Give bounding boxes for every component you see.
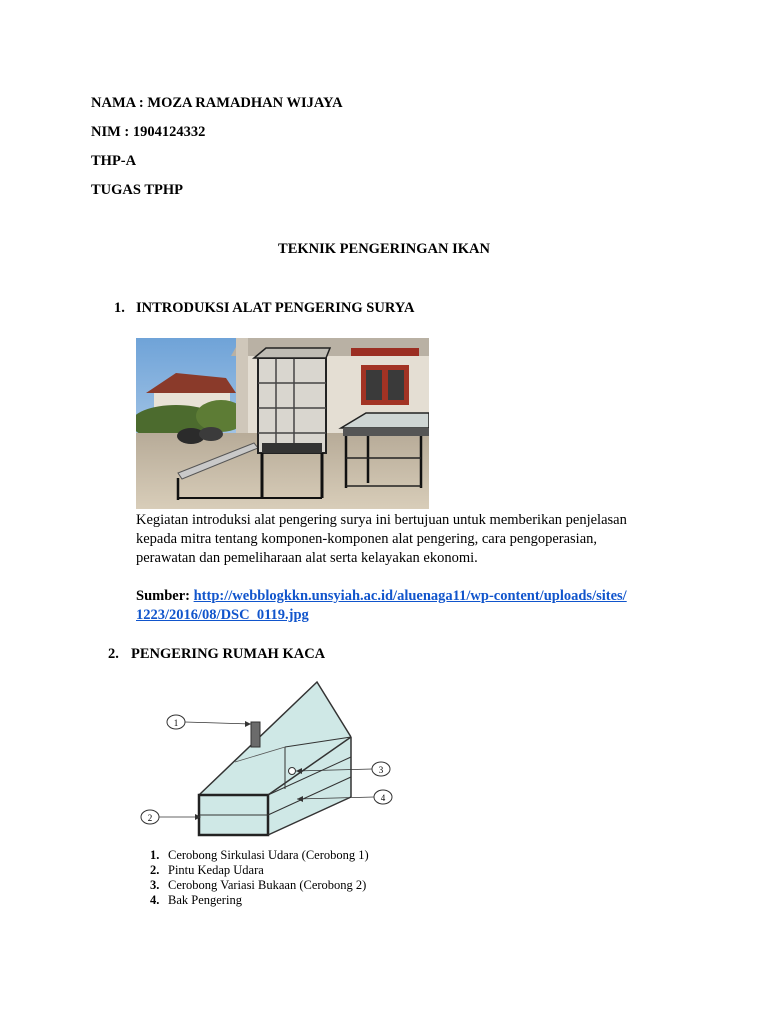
solar-dryer-photo (136, 338, 429, 509)
assignment-label: TUGAS TPHP (91, 182, 183, 198)
callout-1: 1 (173, 718, 179, 728)
source-link-continued[interactable]: 1223/2016/08/DSC_0119.jpg (136, 607, 309, 623)
source-citation (136, 587, 676, 625)
callout-3: 3 (378, 765, 384, 775)
section-1-number: 1. (114, 300, 125, 316)
section-2-heading: PENGERING RUMAH KACA (131, 646, 326, 662)
paragraph-line: Kegiatan introduksi alat pengering surya ini bertujuan untuk memberikan penjelasan (136, 512, 627, 528)
callout-2: 2 (147, 813, 153, 823)
paragraph-line: perawatan dan pemeliharaan alat serta kelayakan ekonomi. (136, 550, 478, 566)
section-2-number: 2. (108, 646, 119, 662)
student-name: NAMA : MOZA RAMADHAN WIJAYA (91, 95, 343, 111)
class-label: THP-A (91, 153, 137, 169)
student-nim: NIM : 1904124332 (91, 124, 206, 140)
paragraph-line: kepada mitra tentang komponen-komponen alat pengering, cara pengoperasian, (136, 531, 598, 547)
legend-item: 4. Bak Pengering (150, 893, 242, 907)
document-title: TEKNIK PENGERINGAN IKAN (278, 241, 490, 257)
section-1-heading: INTRODUKSI ALAT PENGERING SURYA (136, 300, 415, 316)
diagram-legend (150, 848, 369, 908)
source-label: Sumber: (136, 588, 190, 604)
section-1-paragraph (136, 511, 676, 568)
legend-item: 1. Cerobong Sirkulasi Udara (Cerobong 1) (150, 848, 369, 862)
legend-item: 3. Cerobong Variasi Bukaan (Cerobong 2) (150, 878, 367, 892)
legend-item: 2. Pintu Kedap Udara (150, 863, 264, 877)
callout-4: 4 (380, 793, 386, 803)
source-link[interactable]: http://webblogkkn.unsyiah.ac.id/aluenaga11/wp-content/uploads/sites/ (193, 588, 627, 604)
